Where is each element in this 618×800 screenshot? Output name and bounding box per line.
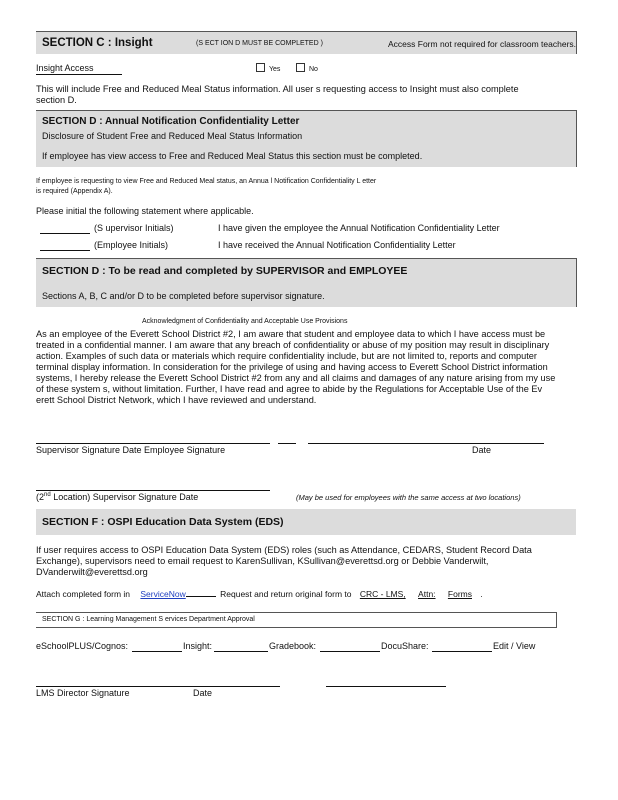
checkbox-yes[interactable] [256, 63, 265, 72]
acknowledgment-title: Acknowledgment of Confidentiality and Acceptable Use Provisions [142, 318, 348, 325]
section-c-title: SECTION C : Insight [42, 37, 153, 49]
section-c-header [36, 31, 577, 54]
signature-labels-date: Date [472, 445, 492, 455]
section-f-title: SECTION F : OSPI Education Data System (EDS) [42, 516, 284, 528]
system-eschoolplus-label: eSchoolPLUS/Cognos: [36, 641, 129, 651]
employee-request-line2: is required (Appendix A). [36, 188, 113, 195]
supervisor-initials-field[interactable] [40, 233, 90, 234]
ospi-paragraph: If user requires access to OSPI Education Data System (EDS) roles (such as Attendance, CEDARS, Student Record Data Exchange), supervisors need to email request to KarenSullivan, KSullivan@everettsd.org or Debbie Vanderwilt, DVanderwilt@everettsd.org [36, 545, 532, 577]
system-eschoolplus-field[interactable] [132, 651, 182, 652]
attach-attn: Attn: [418, 589, 436, 599]
system-gradebook-field[interactable] [320, 651, 380, 652]
section-g-header [36, 612, 557, 628]
section-d2-title: SECTION D : To be read and completed by SUPERVISOR and EMPLOYEE [42, 265, 408, 277]
yes-label: Yes [269, 66, 281, 73]
insight-access-label: Insight Access [36, 63, 94, 73]
employee-initials-statement: I have received the Annual Notification Confidentiality Letter [218, 240, 456, 250]
attach-text-mid: Request and return original form to [220, 589, 352, 599]
servicenow-link[interactable]: ServiceNow [140, 589, 186, 599]
initial-instructions: Please initial the following statement where applicable. [36, 206, 254, 216]
checkbox-no[interactable] [296, 63, 305, 72]
section-d2-body: Sections A, B, C and/or D to be completed before supervisor signature. [42, 291, 325, 301]
no-label: No [309, 66, 318, 73]
insight-access-no[interactable] [296, 63, 318, 73]
employee-initials-field[interactable] [40, 250, 90, 251]
second-location-signature-line[interactable] [36, 490, 270, 491]
system-docushare-field[interactable] [432, 651, 492, 652]
servicenow-underline [186, 596, 216, 597]
section-d2-header [36, 258, 577, 307]
section-c-subtitle: (S ECT ION D MUST BE COMPLETED ) [196, 40, 323, 47]
lms-director-date-label: Date [193, 688, 213, 698]
insight-access-underline [36, 74, 122, 75]
section-f-header [36, 509, 576, 535]
acknowledgment-body: As an employee of the Everett School District #2, I am aware that student and employee data to which I have access must be treated in a confidential manner. I am aware that any breach of confidentiality or abuse of my position may result in disciplinary action. Examples of such data or materials which require confidentiality include, but are not limited to, reports and computer terminal display information. In consideration for the privilege of using and having access to Everett School District information systems, I hereby release the Everett School District #2 from any and all claims and damages of any nature arising from my use of these system s, without limitation. Further, I have read and agree to abide by the Regulations for Acceptable Use of the Ev erett School District Network, which I have reviewed and understand. [36, 329, 556, 405]
attach-crc: CRC - LMS, [359, 589, 406, 599]
system-gradebook-label: Gradebook: [269, 641, 317, 651]
second-location-note: (May be used for employees with the same access at two locations) [296, 493, 521, 502]
employee-signature-line[interactable] [308, 443, 544, 444]
lms-director-signature-line[interactable] [36, 686, 280, 687]
employee-initials-label: (Employee Initials) [94, 240, 169, 250]
section-d1-title-line1: SECTION D : Annual Notification Confidentiality Letter [42, 116, 300, 127]
supervisor-signature-line[interactable] [36, 443, 270, 444]
lms-director-signature-label: LMS Director Signature [36, 688, 130, 698]
section-d1-body: If employee has view access to Free and Reduced Meal Status this section must be completed. [42, 151, 423, 161]
attach-forms: Forms [447, 589, 472, 599]
insight-access-yes[interactable] [256, 63, 280, 73]
attach-end: . [480, 589, 483, 599]
second-location-label: (2nd Location) Supervisor Signature Date [36, 492, 199, 502]
attach-line [36, 589, 483, 599]
section-d1-title-line2: Disclosure of Student Free and Reduced Meal Status Information [42, 131, 303, 141]
section-d1-header [36, 110, 577, 167]
employee-request-line1: If employee is requesting to view Free and Reduced Meal status, an Annua l Notification Confidentiality L etter [36, 178, 377, 185]
system-edit-view-label: Edit / View [493, 641, 536, 651]
signature-date-line[interactable] [278, 443, 296, 444]
section-g-title: SECTION G : Learning Management S ervices Department Approval [42, 616, 255, 623]
attach-text-pre: Attach completed form in [36, 589, 131, 599]
lms-director-date-line[interactable] [326, 686, 446, 687]
insight-paragraph: This will include Free and Reduced Meal Status information. All user s requesting access to Insight must also complete section D. [36, 84, 519, 105]
system-insight-label: Insight: [183, 641, 213, 651]
supervisor-initials-statement: I have given the employee the Annual Notification Confidentiality Letter [218, 223, 500, 233]
section-c-note: Access Form not required for classroom teachers. [388, 39, 577, 49]
supervisor-initials-label: (S upervisor Initials) [94, 223, 174, 233]
signature-labels-left: Supervisor Signature Date Employee Signature [36, 445, 226, 455]
system-insight-field[interactable] [214, 651, 268, 652]
system-docushare-label: DocuShare: [381, 641, 429, 651]
